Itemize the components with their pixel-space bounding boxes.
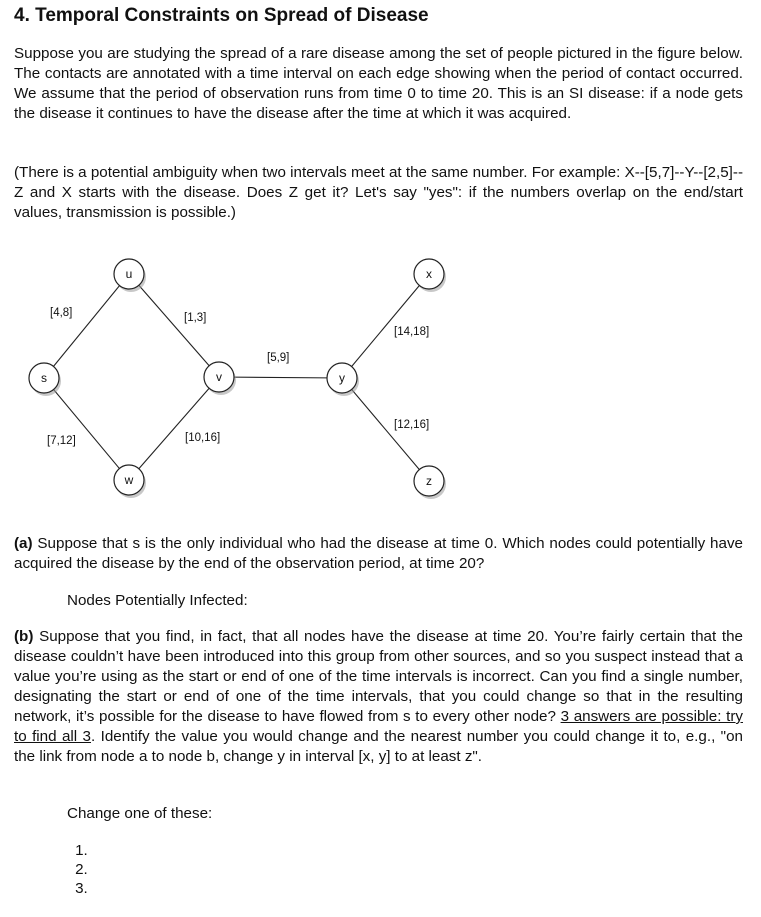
part-b-text-1: Suppose that you find, in fact, that all nodes have the disease at time 20. You’re fairly certain that the disease couldn’t have been introduced into this group from other sources, and so you suspect instead that a value you’re using as the start or end of one of the time intervals is incorrect. Can you find a single number, designating the start or end of one of the time intervals, that you could change so that in the resulting network, it’s possible for the disease to have flowed from s to every other node?	[14, 628, 743, 725]
edge-label-y-z: [12,16]	[394, 419, 430, 431]
node-label-s: s	[41, 371, 47, 385]
edge-label-v-y: [5,9]	[267, 352, 290, 364]
answer-list	[70, 841, 92, 898]
node-label-z: z	[426, 474, 432, 488]
node-label-y: y	[339, 371, 345, 385]
edge-label-w-v: [10,16]	[185, 432, 221, 444]
edge-s-u	[44, 274, 129, 378]
node-w	[114, 465, 146, 498]
edge-label-y-x: [14,18]	[394, 326, 430, 338]
node-z	[414, 466, 446, 499]
node-label-x: x	[426, 267, 432, 281]
part-b-underlined-hint: 3 answers are possible: try to find all 3	[14, 708, 743, 745]
change-one-label: Change one of these:	[67, 805, 213, 822]
node-y	[327, 363, 359, 396]
edge-u-v	[129, 274, 219, 377]
part-a-question	[14, 534, 743, 574]
edge-v-y	[219, 377, 342, 378]
node-v	[204, 362, 236, 395]
node-s	[29, 363, 61, 396]
edge-w-v	[129, 377, 219, 480]
part-b-text-2: . Identify the value you would change and the nearest number you could change it to, e.g., "on the link from node a to node b, change y in interval [x, y] to at least z".	[14, 728, 743, 765]
nodes-infected-label: Nodes Potentially Infected:	[67, 592, 248, 609]
node-label-u: u	[125, 267, 133, 281]
part-b-question	[14, 627, 743, 767]
part-a-text: Suppose that s is the only individual who had the disease at time 0. Which nodes could potentially have acquired the disease by the end of the observation period, at time 20?	[14, 535, 743, 572]
node-label-w: w	[124, 473, 134, 487]
intro-paragraph: Suppose you are studying the spread of a rare disease among the set of people pictured in the figure below. The contacts are annotated with a time interval on each edge showing when the period of contact occurred. We assume that the period of observation runs from time 0 to time 20. This is an SI disease: if a node gets the disease it continues to have the disease after the time at which it was acquired.	[14, 45, 743, 122]
part-a-label: (a)	[14, 535, 33, 552]
edge-label-u-v: [1,3]	[184, 312, 207, 324]
edge-s-w	[44, 378, 129, 480]
ambiguity-note: (There is a potential ambiguity when two intervals meet at the same number. For example: X--[5,7]--Y--[2,5]--Z and X starts with the disease. Does Z get it? Let's say "yes": if the numbers overlap on the end/start values, transmission is possible.)	[14, 164, 743, 221]
node-label-v: v	[216, 370, 222, 384]
edge-label-s-w: [7,12]	[47, 435, 76, 447]
problem-title: 4. Temporal Constraints on Spread of Disease	[14, 5, 429, 26]
part-b-label: (b)	[14, 628, 34, 645]
edge-label-s-u: [4,8]	[50, 307, 73, 319]
